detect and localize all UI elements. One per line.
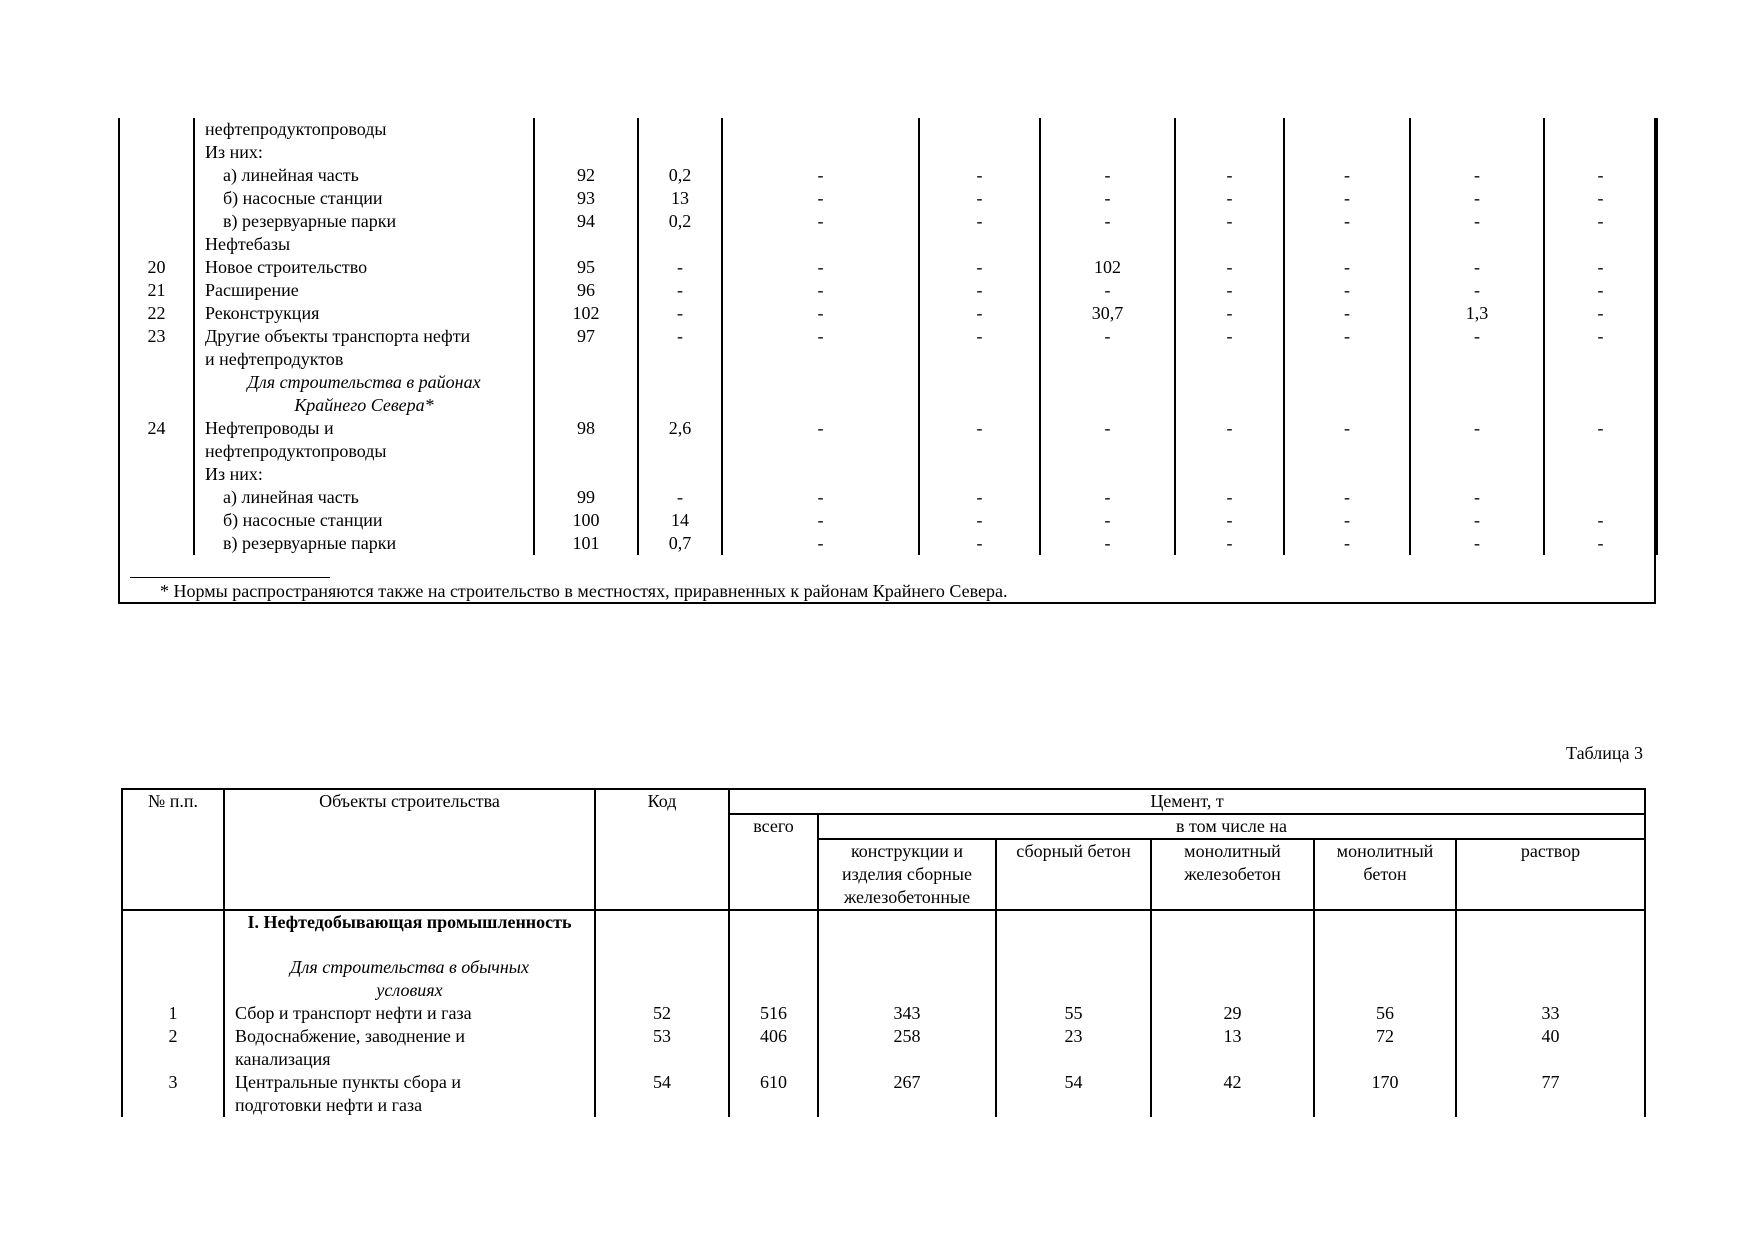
row-value: -: [1040, 532, 1175, 555]
footnote-text: * Нормы распространяются также на строительство в местностях, приравненных к районам Крайнего Севера.: [160, 581, 1008, 601]
row-object-name: Расширение: [194, 279, 534, 302]
row-value: 170: [1314, 1071, 1456, 1094]
header-total: всего: [729, 814, 818, 910]
row-value: 42: [1151, 1071, 1314, 1094]
row-object-name: и нефтепродуктов: [194, 348, 534, 371]
row-value: 516: [729, 1002, 818, 1025]
row-object-name: Новое строительство: [194, 256, 534, 279]
row-value: [1040, 371, 1175, 394]
row-value: -: [1284, 256, 1410, 279]
row-value: 13: [638, 187, 722, 210]
row-value: [722, 348, 919, 371]
row-code: 97: [534, 325, 638, 348]
row-code: 53: [595, 1025, 729, 1048]
row-object-name: а) линейная часть: [194, 486, 534, 509]
row-value: [638, 141, 722, 164]
row-object-name: Крайнего Севера*: [194, 394, 534, 417]
row-number: [119, 532, 194, 555]
row-value: -: [722, 210, 919, 233]
row-value: [1410, 233, 1544, 256]
table1-row: [119, 486, 1657, 509]
header-including: в том числе на: [818, 814, 1645, 839]
row-value: -: [1284, 486, 1410, 509]
table1-row: [119, 279, 1657, 302]
row-object-name: Нефтебазы: [194, 233, 534, 256]
row-value: -: [1175, 302, 1284, 325]
row-value: [638, 371, 722, 394]
row-code: 101: [534, 532, 638, 555]
row-value: 1,3: [1410, 302, 1544, 325]
table1-row: [119, 233, 1657, 256]
row-number: 22: [119, 302, 194, 325]
row-value: -: [1410, 210, 1544, 233]
table3-row: [122, 1048, 1645, 1071]
row-value: -: [1410, 509, 1544, 532]
row-value: [1175, 233, 1284, 256]
row-number: 1: [122, 1002, 224, 1025]
row-value: -: [1040, 486, 1175, 509]
row-empty: [818, 1048, 996, 1071]
row-value: [1284, 118, 1410, 141]
row-object-name: б) насосные станции: [194, 509, 534, 532]
row-value: -: [1175, 486, 1284, 509]
header-cement: Цемент, т: [729, 789, 1645, 814]
row-value: -: [1544, 187, 1657, 210]
row-value: [919, 141, 1040, 164]
row-value: [638, 440, 722, 463]
header-objects: Объекты строительства: [224, 789, 595, 910]
row-value: [1544, 118, 1657, 141]
row-number: [119, 164, 194, 187]
row-value: -: [1040, 279, 1175, 302]
row-value: -: [722, 532, 919, 555]
row-value: -: [1410, 164, 1544, 187]
row-value: [1284, 141, 1410, 164]
row-empty: [1314, 1048, 1456, 1071]
row-value: [722, 394, 919, 417]
row-code: 98: [534, 417, 638, 440]
subsection-title: Для строительства в обычных условиях: [224, 956, 595, 1002]
row-value: [1175, 141, 1284, 164]
row-value: [1284, 233, 1410, 256]
row-empty: [1151, 1048, 1314, 1071]
row-value: -: [1284, 532, 1410, 555]
table1-row: [119, 210, 1657, 233]
row-value: -: [919, 302, 1040, 325]
row-value: -: [919, 532, 1040, 555]
row-value: -: [722, 486, 919, 509]
row-value: 267: [818, 1071, 996, 1094]
table1-row: [119, 141, 1657, 164]
table3-row: [122, 1025, 1645, 1048]
table1-row: [119, 302, 1657, 325]
row-value: [1544, 371, 1657, 394]
row-value: [1410, 141, 1544, 164]
row-value: -: [1544, 532, 1657, 555]
row-empty: [1314, 1094, 1456, 1117]
row-object-name: нефтепродуктопроводы: [194, 118, 534, 141]
row-number: 21: [119, 279, 194, 302]
row-empty: [122, 1048, 224, 1071]
row-number: [119, 118, 194, 141]
row-value: 23: [996, 1025, 1151, 1048]
row-number: 3: [122, 1071, 224, 1094]
row-code: 99: [534, 486, 638, 509]
row-empty: [996, 1094, 1151, 1117]
row-value: 40: [1456, 1025, 1645, 1048]
row-value: -: [1544, 302, 1657, 325]
row-code: [534, 371, 638, 394]
row-value: -: [1410, 532, 1544, 555]
row-value: -: [1175, 210, 1284, 233]
row-value: [1040, 141, 1175, 164]
row-value: -: [1284, 279, 1410, 302]
table1-continuation: [118, 118, 1658, 595]
row-value: -: [1410, 187, 1544, 210]
row-value: -: [1175, 279, 1284, 302]
table1-row: [119, 348, 1657, 371]
row-value: -: [1544, 256, 1657, 279]
row-value: -: [1410, 325, 1544, 348]
row-value: -: [1284, 509, 1410, 532]
row-value: -: [1410, 279, 1544, 302]
row-code: [534, 463, 638, 486]
row-value: [1175, 463, 1284, 486]
row-value: 55: [996, 1002, 1151, 1025]
row-value: -: [919, 164, 1040, 187]
row-value: [1544, 486, 1657, 509]
row-value: -: [1284, 325, 1410, 348]
row-value: [1040, 233, 1175, 256]
row-value: [919, 394, 1040, 417]
row-value: 29: [1151, 1002, 1314, 1025]
row-number: [119, 509, 194, 532]
row-code: [534, 118, 638, 141]
row-code: [534, 233, 638, 256]
row-value: 0,2: [638, 164, 722, 187]
row-value: 610: [729, 1071, 818, 1094]
row-value: [919, 371, 1040, 394]
row-value: -: [1410, 486, 1544, 509]
row-empty: [818, 1094, 996, 1117]
row-value: [638, 394, 722, 417]
row-value: [1040, 118, 1175, 141]
table1-row: [119, 164, 1657, 187]
table3-row: [122, 1094, 1645, 1117]
row-code: 93: [534, 187, 638, 210]
row-value: -: [1284, 417, 1410, 440]
row-value: 102: [1040, 256, 1175, 279]
table1-row: [119, 394, 1657, 417]
row-value: -: [1544, 325, 1657, 348]
row-value: [638, 463, 722, 486]
row-value: [1040, 348, 1175, 371]
row-value: -: [1544, 509, 1657, 532]
row-value: 2,6: [638, 417, 722, 440]
row-value: -: [1175, 164, 1284, 187]
row-value: -: [1040, 509, 1175, 532]
row-empty: [729, 1094, 818, 1117]
footnote-separator: [130, 577, 330, 578]
header-num: № п.п.: [122, 789, 224, 910]
row-empty: [1456, 1094, 1645, 1117]
row-value: -: [722, 302, 919, 325]
table3: [121, 788, 1646, 1117]
row-object-name: б) насосные станции: [194, 187, 534, 210]
row-value: 0,7: [638, 532, 722, 555]
row-value: -: [1175, 325, 1284, 348]
row-code: [534, 141, 638, 164]
table1-row: [119, 417, 1657, 440]
row-object-name: Нефтепроводы и: [194, 417, 534, 440]
row-value: -: [919, 509, 1040, 532]
row-value: 77: [1456, 1071, 1645, 1094]
table1-row: [119, 532, 1657, 555]
row-value: [1410, 118, 1544, 141]
row-value: -: [1410, 417, 1544, 440]
row-value: -: [722, 417, 919, 440]
row-value: -: [1284, 187, 1410, 210]
row-value: -: [1410, 256, 1544, 279]
row-value: [1544, 141, 1657, 164]
row-number: [119, 210, 194, 233]
row-value: -: [1040, 164, 1175, 187]
row-number: 24: [119, 417, 194, 440]
row-value: [1175, 394, 1284, 417]
table1-row: [119, 463, 1657, 486]
row-code: [534, 394, 638, 417]
row-number: [119, 141, 194, 164]
row-value: -: [919, 187, 1040, 210]
row-value: -: [1175, 417, 1284, 440]
row-value: -: [722, 325, 919, 348]
row-value: -: [638, 486, 722, 509]
row-value: [1284, 348, 1410, 371]
row-value: -: [638, 325, 722, 348]
section-title: I. Нефтедобывающая промышленность: [224, 910, 595, 956]
row-value: [1544, 394, 1657, 417]
row-value: -: [919, 486, 1040, 509]
row-value: -: [919, 417, 1040, 440]
row-value: -: [1175, 256, 1284, 279]
row-code: 52: [595, 1002, 729, 1025]
row-number: [119, 440, 194, 463]
header-sub-monolithic-concrete: монолитный бетон: [1314, 839, 1456, 910]
table1-row: [119, 187, 1657, 210]
row-value: -: [1544, 164, 1657, 187]
row-object-name: а) линейная часть: [194, 164, 534, 187]
row-object-name-cont: подготовки нефти и газа: [224, 1094, 595, 1117]
row-code: [534, 348, 638, 371]
row-value: [1544, 233, 1657, 256]
row-code: 94: [534, 210, 638, 233]
row-value: -: [1040, 325, 1175, 348]
table3-row: [122, 1002, 1645, 1025]
row-value: -: [1175, 509, 1284, 532]
row-object-name: Водоснабжение, заводнение и: [224, 1025, 595, 1048]
row-object-name: в) резервуарные парки: [194, 210, 534, 233]
table1-body: [119, 118, 1657, 595]
row-object-name: нефтепродуктопроводы: [194, 440, 534, 463]
header-code: Код: [595, 789, 729, 910]
row-number: [119, 394, 194, 417]
row-empty: [122, 1094, 224, 1117]
row-number: 23: [119, 325, 194, 348]
row-empty: [1151, 1094, 1314, 1117]
row-value: [1410, 394, 1544, 417]
header-sub-monolithic-rc: монолитный железобетон: [1151, 839, 1314, 910]
row-value: -: [1175, 187, 1284, 210]
row-value: [919, 233, 1040, 256]
row-number: 20: [119, 256, 194, 279]
row-value: [1175, 118, 1284, 141]
row-value: [919, 118, 1040, 141]
row-number: [119, 233, 194, 256]
row-value: [722, 440, 919, 463]
row-value: [1284, 463, 1410, 486]
row-value: -: [919, 325, 1040, 348]
header-sub-precast-concrete: сборный бетон: [996, 839, 1151, 910]
row-value: 33: [1456, 1002, 1645, 1025]
row-value: [1175, 348, 1284, 371]
row-empty: [1456, 1048, 1645, 1071]
row-object-name-cont: канализация: [224, 1048, 595, 1071]
row-value: [919, 440, 1040, 463]
row-value: 72: [1314, 1025, 1456, 1048]
row-number: [119, 187, 194, 210]
row-value: -: [638, 279, 722, 302]
row-empty: [595, 1048, 729, 1071]
row-value: -: [1284, 164, 1410, 187]
row-value: [1040, 440, 1175, 463]
row-value: -: [1040, 187, 1175, 210]
row-value: 56: [1314, 1002, 1456, 1025]
header-sub-mortar: раствор: [1456, 839, 1645, 910]
row-number: [119, 371, 194, 394]
row-value: -: [919, 256, 1040, 279]
row-value: [1040, 463, 1175, 486]
row-value: [1544, 463, 1657, 486]
row-number: [119, 486, 194, 509]
row-code: 102: [534, 302, 638, 325]
row-value: 54: [996, 1071, 1151, 1094]
row-value: [1544, 348, 1657, 371]
row-value: [1175, 440, 1284, 463]
row-value: 343: [818, 1002, 996, 1025]
row-object-name: Центральные пункты сбора и: [224, 1071, 595, 1094]
row-value: [722, 118, 919, 141]
row-value: [1410, 463, 1544, 486]
row-value: [722, 233, 919, 256]
row-value: 406: [729, 1025, 818, 1048]
row-code: 92: [534, 164, 638, 187]
row-value: -: [919, 279, 1040, 302]
row-value: [1544, 440, 1657, 463]
row-value: -: [722, 509, 919, 532]
row-empty: [996, 1048, 1151, 1071]
row-value: [638, 348, 722, 371]
row-value: 14: [638, 509, 722, 532]
row-value: 0,2: [638, 210, 722, 233]
row-object-name: Сбор и транспорт нефти и газа: [224, 1002, 595, 1025]
row-code: 54: [595, 1071, 729, 1094]
row-code: 100: [534, 509, 638, 532]
row-number: [119, 463, 194, 486]
row-object-name: Из них:: [194, 463, 534, 486]
row-code: 96: [534, 279, 638, 302]
row-value: -: [1544, 279, 1657, 302]
row-empty: [729, 1048, 818, 1071]
row-value: -: [722, 187, 919, 210]
row-value: 13: [1151, 1025, 1314, 1048]
row-value: [722, 141, 919, 164]
row-number: [119, 348, 194, 371]
row-value: [1410, 371, 1544, 394]
table3-row: [122, 1071, 1645, 1094]
row-value: -: [1040, 417, 1175, 440]
row-value: -: [1284, 302, 1410, 325]
row-value: [1410, 348, 1544, 371]
row-value: [722, 371, 919, 394]
table1-row: [119, 325, 1657, 348]
row-object-name: в) резервуарные парки: [194, 532, 534, 555]
row-value: -: [1284, 210, 1410, 233]
row-code: 95: [534, 256, 638, 279]
row-value: [1284, 394, 1410, 417]
row-value: -: [638, 256, 722, 279]
row-object-name: Реконструкция: [194, 302, 534, 325]
row-value: -: [919, 210, 1040, 233]
table3-body: [122, 1002, 1645, 1117]
row-value: -: [1544, 210, 1657, 233]
row-value: [638, 233, 722, 256]
row-value: [919, 348, 1040, 371]
row-value: -: [638, 302, 722, 325]
row-value: [638, 118, 722, 141]
row-value: [919, 463, 1040, 486]
row-value: [722, 463, 919, 486]
row-value: [1284, 440, 1410, 463]
row-value: -: [722, 164, 919, 187]
row-object-name: Для строительства в районах: [194, 371, 534, 394]
table1-row: [119, 256, 1657, 279]
table3-caption: Таблица 3: [1566, 743, 1643, 763]
row-value: -: [1544, 417, 1657, 440]
row-number: 2: [122, 1025, 224, 1048]
row-value: [1040, 394, 1175, 417]
header-sub-precast-structures: конструкции и изделия сборные железобетонные: [818, 839, 996, 910]
row-value: -: [722, 279, 919, 302]
row-object-name: Другие объекты транспорта нефти: [194, 325, 534, 348]
table1-row: [119, 509, 1657, 532]
row-value: 30,7: [1040, 302, 1175, 325]
row-value: [1410, 440, 1544, 463]
row-value: [1284, 371, 1410, 394]
row-value: -: [722, 256, 919, 279]
row-value: -: [1175, 532, 1284, 555]
table1-row: [119, 371, 1657, 394]
row-object-name: Из них:: [194, 141, 534, 164]
table1-row: [119, 118, 1657, 141]
row-code: [534, 440, 638, 463]
row-value: 258: [818, 1025, 996, 1048]
row-value: [1175, 371, 1284, 394]
row-value: -: [1040, 210, 1175, 233]
table1-row: [119, 440, 1657, 463]
row-empty: [595, 1094, 729, 1117]
